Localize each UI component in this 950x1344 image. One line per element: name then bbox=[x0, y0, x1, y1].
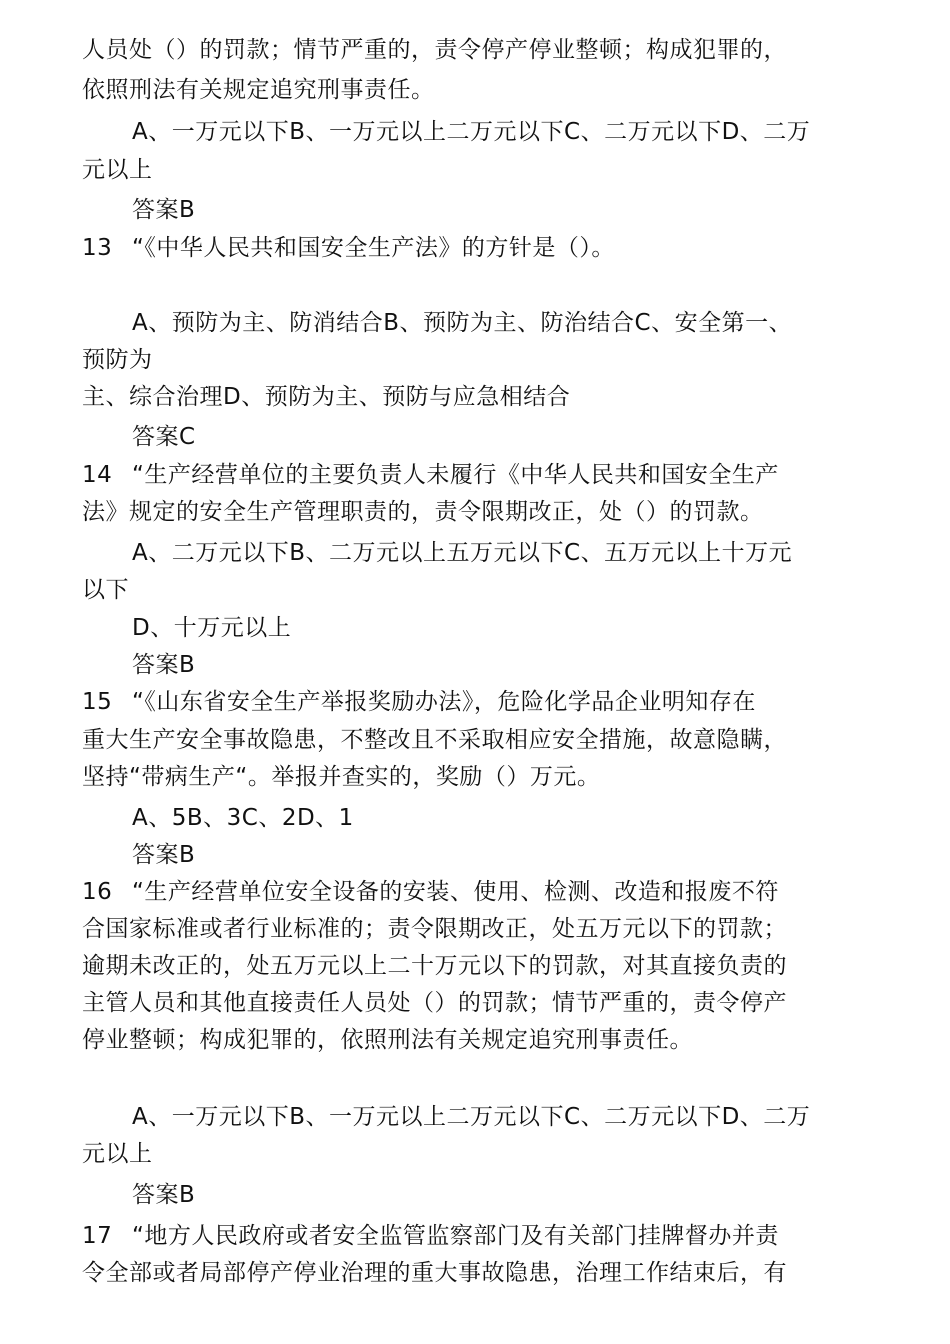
question-number: 15 bbox=[82, 689, 113, 715]
text-line: 预防为 bbox=[82, 347, 153, 373]
text-line: 停业整顿；构成犯罪的，依照刑法有关规定追究刑事责任。 bbox=[82, 1027, 693, 1053]
text-line: 主管人员和其他直接责任人员处（）的罚款；情节严重的，责令停产 bbox=[82, 990, 787, 1016]
question-text: “《山东省安全生产举报奖励办法》，危险化学品企业明知存在 bbox=[132, 689, 756, 715]
answer-options: A、二万元以下B、二万元以上五万元以下C、五万元以上十万元 bbox=[132, 540, 793, 566]
question-number: 17 bbox=[82, 1223, 113, 1249]
question-number: 14 bbox=[82, 462, 113, 488]
text-line: 重大生产安全事故隐患，不整改且不采取相应安全措施，故意隐瞒， bbox=[82, 727, 787, 753]
answer-options: A、一万元以下B、一万元以上二万元以下C、二万元以下D、二万 bbox=[132, 119, 811, 145]
question-text: “生产经营单位的主要负责人未履行《中华人民共和国安全生产 bbox=[132, 462, 779, 488]
answer-options: A、一万元以下B、一万元以上二万元以下C、二万元以下D、二万 bbox=[132, 1104, 811, 1130]
text-line: 人员处（）的罚款；情节严重的，责令停产停业整顿；构成犯罪的， bbox=[82, 37, 787, 63]
text-line: 坚持“带病生产“。举报并查实的，奖励（）万元。 bbox=[82, 764, 601, 790]
question-number: 13 bbox=[82, 235, 113, 261]
text-line: 主、综合治理D、预防为主、预防与应急相结合 bbox=[82, 384, 571, 410]
question-number: 16 bbox=[82, 879, 113, 905]
answer-key: 答案B bbox=[132, 842, 196, 868]
text-line: 法》规定的安全生产管理职责的，责令限期改正，处（）的罚款。 bbox=[82, 499, 764, 525]
question-text: “生产经营单位安全设备的安装、使用、检测、改造和报废不符 bbox=[132, 879, 779, 905]
answer-key: 答案B bbox=[132, 1182, 196, 1208]
text-line: 元以上 bbox=[82, 1141, 153, 1167]
text-line: 合国家标准或者行业标准的；责令限期改正，处五万元以下的罚款； bbox=[82, 916, 787, 942]
text-line: 令全部或者局部停产停业治理的重大事故隐患，治理工作结束后，有 bbox=[82, 1260, 787, 1286]
answer-key: 答案B bbox=[132, 652, 196, 678]
answer-key: 答案C bbox=[132, 424, 196, 450]
answer-options: D、十万元以上 bbox=[132, 615, 292, 641]
text-line: 逾期未改正的，处五万元以上二十万元以下的罚款，对其直接负责的 bbox=[82, 953, 787, 979]
text-line: 依照刑法有关规定追究刑事责任。 bbox=[82, 77, 435, 103]
answer-options: A、5B、3C、2D、1 bbox=[132, 805, 354, 831]
answer-key: 答案B bbox=[132, 197, 196, 223]
text-line: 元以上 bbox=[82, 157, 153, 183]
question-text: “《中华人民共和国安全生产法》的方针是（）。 bbox=[132, 235, 615, 261]
answer-options: A、预防为主、防消结合B、预防为主、防治结合C、安全第一、 bbox=[132, 310, 793, 336]
text-line: 以下 bbox=[82, 577, 129, 603]
question-text: “地方人民政府或者安全监管监察部门及有关部门挂牌督办并责 bbox=[132, 1223, 779, 1249]
